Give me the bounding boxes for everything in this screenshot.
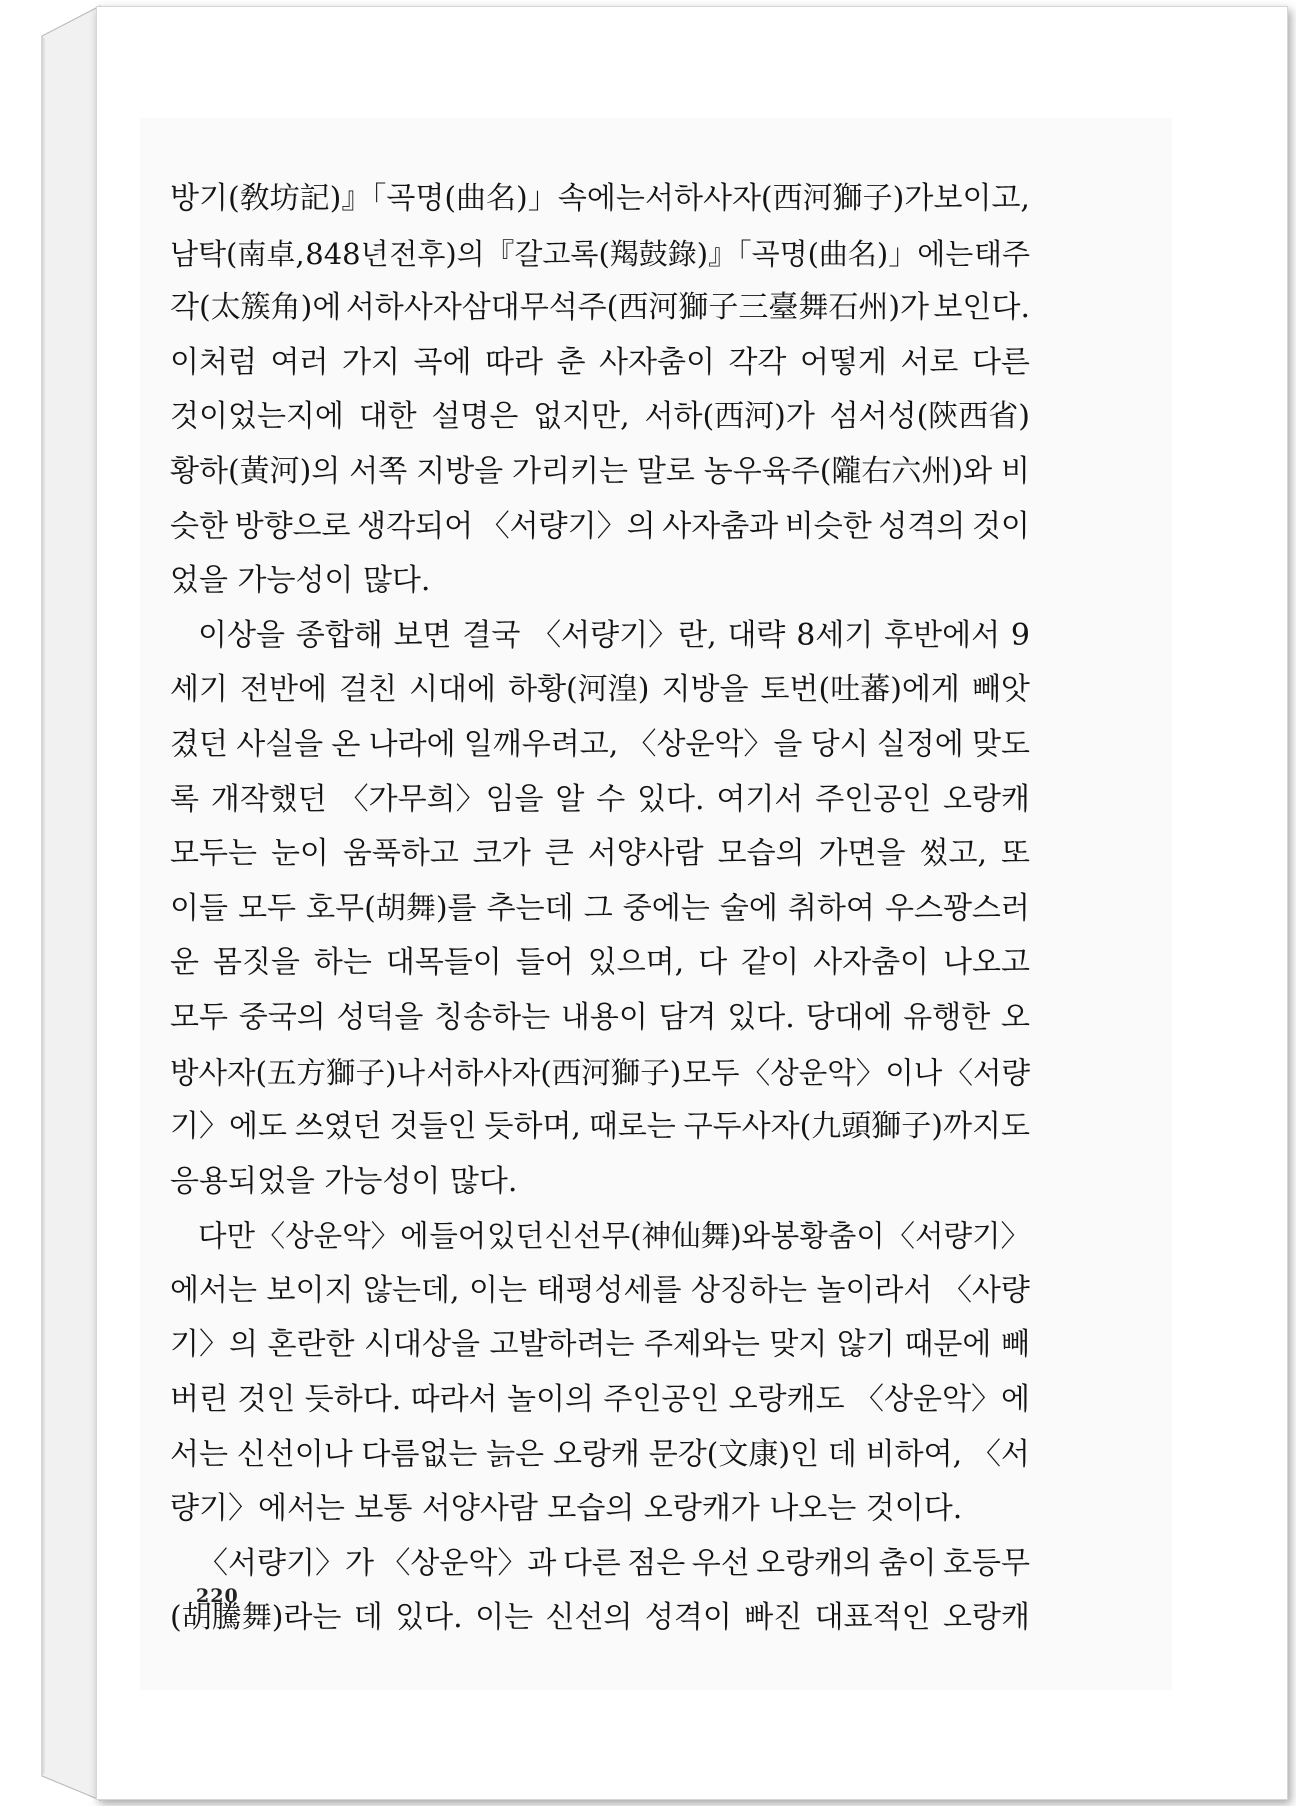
text-line: 버린 것인 듯하다. 따라서 놀이의 주인공인 오랑캐도 〈상운악〉에 (170, 1382, 1030, 1418)
text-line: 운 몸짓을 하는 대목들이 들어 있으며, 다 같이 사자춤이 나오고 (170, 945, 1030, 981)
text-line: 량기〉에서는 보통 서양사람 모습의 오랑캐가 나오는 것이다. (170, 1491, 963, 1527)
text-line: 〈서량기〉가 〈상운악〉과 다른 점은 우선 오랑캐의 춤이 호등무 (198, 1545, 1030, 1581)
text-line: 겼던 사실을 온 나라에 일깨우려고, 〈상운악〉을 당시 실정에 맞도 (170, 726, 1030, 762)
body-text (170, 172, 1030, 1646)
text-line: 록 개작했던 〈가무희〉임을 알 수 있다. 여기서 주인공인 오랑캐 (170, 781, 1030, 817)
text-line: 세기 전반에 걸친 시대에 하황(河湟) 지방을 토번(吐蕃)에게 빼앗 (170, 672, 1030, 708)
text-line: 기〉의 혼란한 시대상을 고발하려는 주제와는 맞지 않기 때문에 빼 (170, 1327, 1030, 1363)
text-line: 방기(敎坊記)』「곡명(曲名)」 속에는 서하사자(西河獅子)가 보이고, (170, 181, 1030, 216)
text-line: 이처럼 여러 가지 곡에 따라 춘 사자춤이 각각 어떻게 서로 다른 (170, 344, 1030, 380)
text-line: 이상을 종합해 보면 결국 〈서량기〉란, 대략 8세기 후반에서 9 (198, 617, 1030, 653)
text-line: 방사자(五方獅子)나 서하사자(西河獅子) 모두 〈상운악〉이나 〈서량 (170, 1055, 1030, 1090)
text-line: 슷한 방향으로 생각되어 〈서량기〉의 사자춤과 비슷한 성격의 것이 (170, 508, 1030, 544)
text-line: 에서는 보이지 않는데, 이는 태평성세를 상징하는 놀이라서 〈사량 (170, 1272, 1030, 1308)
book-spine (0, 0, 110, 1806)
text-line: 기〉에도 쓰였던 것들인 듯하며, 때로는 구두사자(九頭獅子)까지도 (170, 1109, 1030, 1145)
text-line: 응용되었을 가능성이 많다. (170, 1163, 518, 1199)
text-line: (胡騰舞)라는 데 있다. 이는 신선의 성격이 빠진 대표적인 오랑캐 (170, 1600, 1030, 1636)
text-line: 이들 모두 호무(胡舞)를 추는데 그 중에는 술에 취하여 우스꽝스러 (170, 890, 1030, 926)
text-line: 모두는 눈이 움푹하고 코가 큰 서양사람 모습의 가면을 썼고, 또 (170, 836, 1030, 872)
text-line: 남탁(南卓, 848년 전후)의 『갈고록(羯鼓錄)』「곡명(曲名)」에는 태주 (170, 236, 1030, 271)
text-line: 다만 〈상운악〉에 들어 있던 신선무(神仙舞)와 봉황춤이 〈서량기〉 (198, 1219, 1030, 1254)
text-line: 각(太簇角)에 서하사자삼대무석주(西河獅子三臺舞石州)가 보인다. (170, 290, 1030, 326)
text-line: 서는 신선이나 다름없는 늙은 오랑캐 문강(文康)인 데 비하여, 〈서 (170, 1436, 1030, 1472)
text-line: 었을 가능성이 많다. (170, 563, 431, 599)
page-number: 220 (196, 1585, 239, 1607)
text-line: 모두 중국의 성덕을 칭송하는 내용이 담겨 있다. 당대에 유행한 오 (170, 999, 1030, 1035)
text-line: 것이었는지에 대한 설명은 없지만, 서하(西河)가 섬서성(陝西省) (170, 399, 1030, 435)
text-line: 황하(黃河)의 서쪽 지방을 가리키는 말로 농우육주(隴右六州)와 비 (170, 453, 1030, 489)
